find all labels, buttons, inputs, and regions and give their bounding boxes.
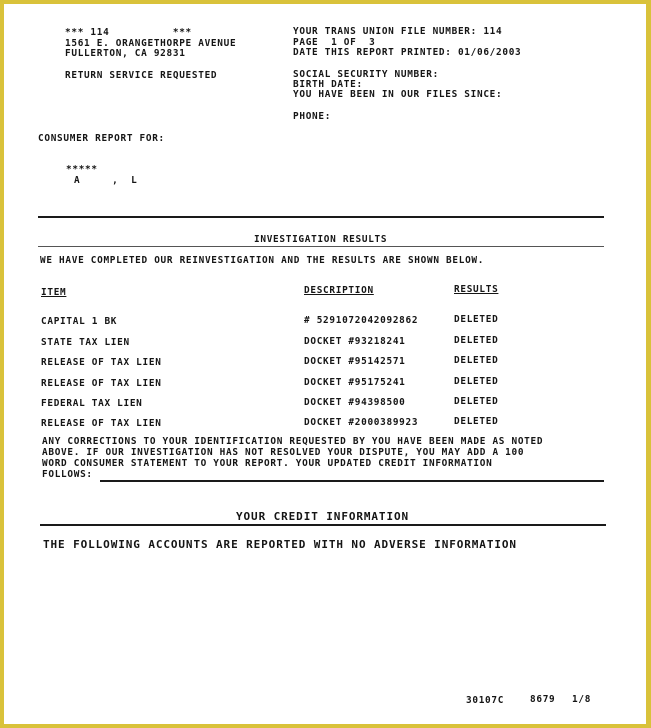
row-item: RELEASE OF TAX LIEN — [41, 357, 162, 368]
divider — [38, 216, 604, 218]
row-description: DOCKET #2000389923 — [304, 417, 419, 428]
phone-label: PHONE: — [293, 111, 332, 122]
investigation-intro: WE HAVE COMPLETED OUR REINVESTIGATION AND THE RESULTS ARE SHOWN BELOW. — [40, 255, 485, 266]
closing-line: ANY CORRECTIONS TO YOUR IDENTIFICATION REQUESTED BY YOU HAVE BEEN MADE AS NOTED — [42, 436, 544, 447]
street-address: 1561 E. ORANGETHORPE AVENUE — [65, 38, 237, 49]
date-printed: DATE THIS REPORT PRINTED: 01/06/2003 — [293, 47, 522, 58]
closing-line: ABOVE. IF OUR INVESTIGATION HAS NOT RESOLVED YOUR DISPUTE, YOU MAY ADD A 100 — [42, 447, 525, 458]
row-result: DELETED — [454, 416, 499, 427]
ssn-label: SOCIAL SECURITY NUMBER: — [293, 69, 439, 80]
row-description: DOCKET #94398500 — [304, 397, 406, 408]
file-number: YOUR TRANS UNION FILE NUMBER: 114 — [293, 26, 503, 37]
row-description: DOCKET #95142571 — [304, 356, 406, 367]
consumer-initials: A , L — [74, 175, 138, 186]
no-adverse-statement: THE FOLLOWING ACCOUNTS ARE REPORTED WITH NO ADVERSE INFORMATION — [43, 538, 517, 551]
row-item: RELEASE OF TAX LIEN — [41, 378, 162, 389]
divider — [38, 246, 604, 247]
column-header-results: RESULTS — [454, 284, 499, 295]
birth-date-label: BIRTH DATE: — [293, 79, 363, 90]
city-state-zip: FULLERTON, CA 92831 — [65, 48, 186, 59]
investigation-title: INVESTIGATION RESULTS — [254, 234, 388, 245]
column-header-description: DESCRIPTION — [304, 285, 374, 296]
footer-code: 8679 — [530, 694, 556, 705]
column-header-item: ITEM — [41, 287, 67, 298]
row-result: DELETED — [454, 335, 499, 346]
footer-page-fraction: 1/8 — [572, 694, 592, 705]
row-result: DELETED — [454, 314, 499, 325]
row-description: DOCKET #95175241 — [304, 377, 406, 388]
return-notice: RETURN SERVICE REQUESTED — [65, 70, 218, 81]
row-item: CAPITAL 1 BK — [41, 316, 118, 327]
row-description: # 5291072042092862 — [304, 315, 419, 326]
closing-line: WORD CONSUMER STATEMENT TO YOUR REPORT. YOUR UPDATED CREDIT INFORMATION — [42, 458, 493, 469]
consumer-masked: ***** — [66, 164, 98, 175]
row-description: DOCKET #93218241 — [304, 336, 406, 347]
row-result: DELETED — [454, 396, 499, 407]
in-files-since-label: YOU HAVE BEEN IN OUR FILES SINCE: — [293, 89, 503, 100]
page-count: PAGE 1 OF 3 — [293, 37, 376, 48]
consumer-report-label: CONSUMER REPORT FOR: — [38, 133, 165, 144]
divider — [40, 524, 606, 526]
row-item: FEDERAL TAX LIEN — [41, 398, 143, 409]
credit-report-page — [4, 4, 646, 724]
row-item: RELEASE OF TAX LIEN — [41, 418, 162, 429]
row-item: STATE TAX LIEN — [41, 337, 130, 348]
closing-line: FOLLOWS: — [42, 469, 93, 480]
row-result: DELETED — [454, 376, 499, 387]
row-result: DELETED — [454, 355, 499, 366]
credit-info-title: YOUR CREDIT INFORMATION — [236, 510, 410, 523]
divider — [100, 480, 604, 482]
masked-name: *** 114 *** — [65, 27, 192, 38]
footer-code: 30107C — [466, 695, 505, 706]
